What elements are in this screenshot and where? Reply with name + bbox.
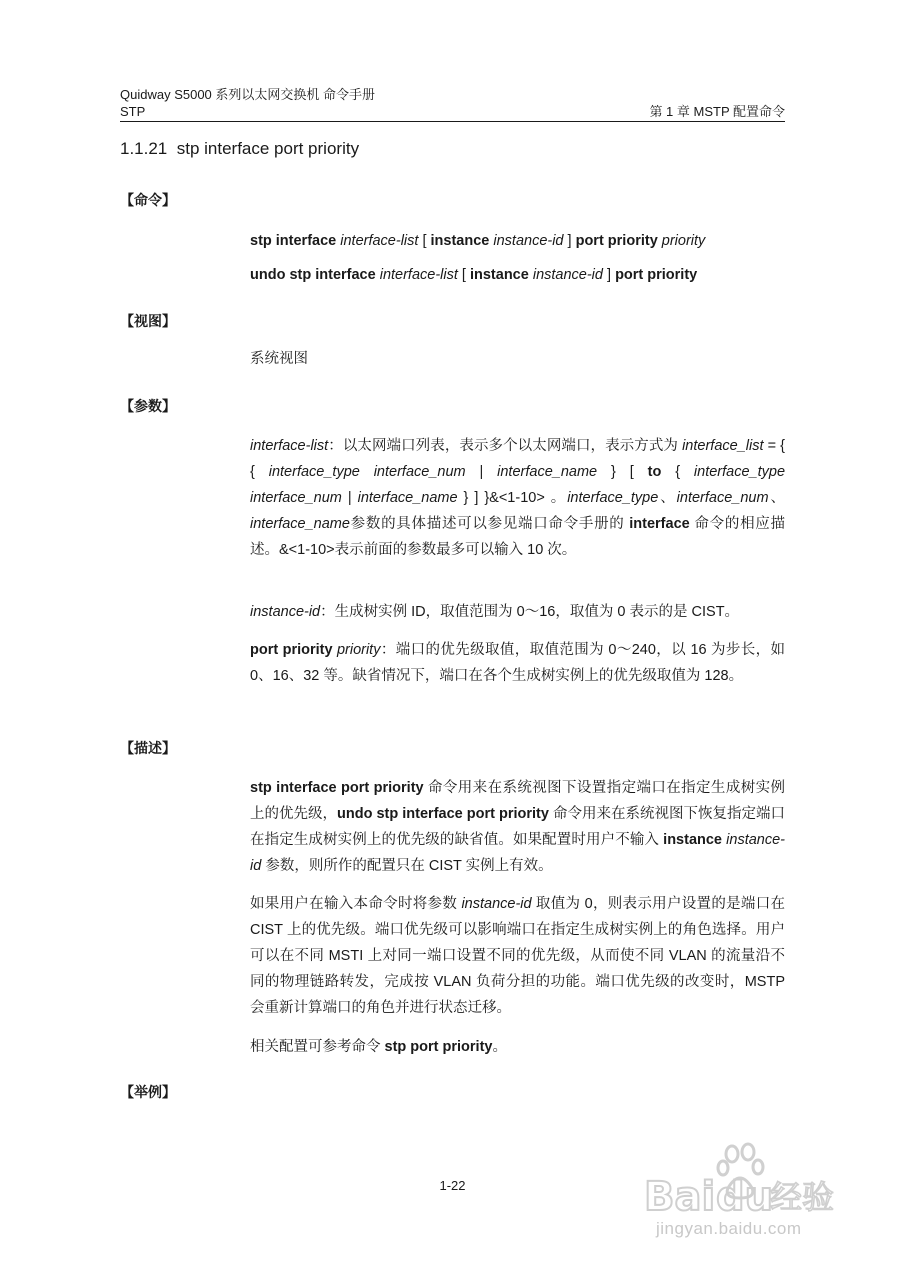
section-title: [120, 138, 359, 160]
label-description: 【描述】: [120, 740, 176, 756]
param-port-priority: port priority priority：端口的优先级取值，取值范围为 0～240，以 16 为步长，如 0、16、32 等。缺省情况下，端口在各个生成树实例上的优先级取值为 128。: [250, 642, 785, 684]
page-number: 1-22: [439, 1178, 466, 1193]
svg-text:Bai: Bai: [644, 1174, 716, 1220]
header-product: Quidway S5000 系列以太网交换机 命令手册: [120, 87, 376, 102]
param-interface-list: interface-list：以太网端口列表，表示多个以太网端口，表示方式为 interface_list = { { interface_type interface_num | interface_name } [ to { interface_type interface_num | interface_name } ] }&<1-10> 。interface_type、interface_num、interface_name参数的具体描述可以参见端口命令手册的 interface 命令的相应描述。&<1-10>表示前面的参数最多可以输入 10 次。: [250, 438, 786, 558]
command-syntax: stp interface interface-list [ instance instance-id ] port priority priority: [250, 233, 706, 249]
header-module: STP: [120, 104, 146, 119]
svg-text:du: du: [716, 1174, 774, 1220]
header-chapter: 第 1 章 MSTP 配置命令: [649, 104, 785, 119]
section-name: stp interface port priority: [176, 139, 360, 158]
description-para-1: stp interface port priority 命令用来在系统视图下设置指定端口在指定生成树实例上的优先级，undo stp interface port priority 命令用来在系统视图下恢复指定端口在指定生成树实例上的优先级的缺省值。如果配置时用户不输入 instance instance-id 参数，则所作的配置只在 CIST 实例上有效。: [250, 780, 786, 874]
undo-command-syntax: undo stp interface interface-list [ instance instance-id ] port priority: [250, 267, 698, 283]
header-rule: [120, 121, 785, 122]
description-para-2: 如果用户在输入本命令时将参数 instance-id 取值为 0，则表示用户设置的是端口在 CIST 上的优先级。端口优先级可以影响端口在指定生成树实例上的角色选择。用户可以在不同 MSTI 上对同一端口设置不同的优先级，从而使不同 VLAN 的流量沿不同的物理链路转发，完成按 VLAN 负荷分担的功能。端口优先级的改变时，MSTP 会重新计算端口的角色并进行状态迁移。: [250, 896, 785, 1016]
svg-text:经验: 经验: [770, 1178, 835, 1216]
section-number: 1.1.21: [120, 139, 168, 158]
param-instance-id: instance-id：生成树实例 ID，取值范围为 0～16，取值为 0 表示的是 CIST。: [250, 604, 740, 620]
label-params: 【参数】: [120, 398, 176, 414]
label-command: 【命令】: [120, 192, 176, 208]
watermark-url: jingyan.baidu.com: [656, 1219, 802, 1238]
label-view: 【视图】: [120, 313, 176, 329]
description-para-3: 相关配置可参考命令 stp port priority。: [250, 1039, 507, 1055]
label-example: 【举例】: [120, 1084, 176, 1100]
header-row: [120, 104, 785, 120]
view-text: 系统视图: [250, 351, 308, 367]
